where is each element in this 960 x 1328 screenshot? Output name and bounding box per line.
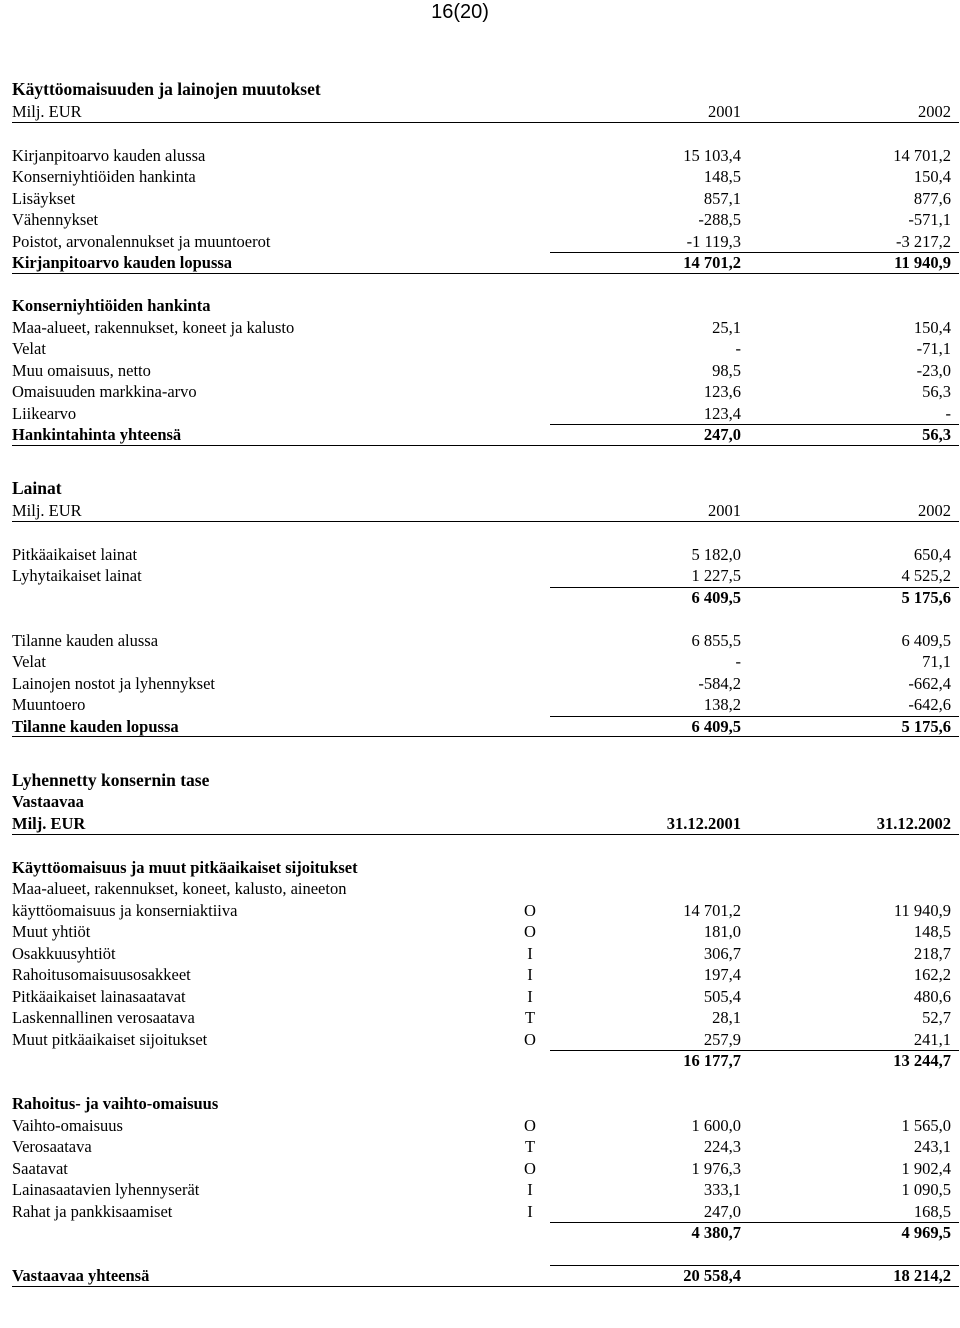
value-col-2: 241,1 xyxy=(913,1029,951,1049)
table-row xyxy=(12,1115,959,1137)
group-pre-label: Maa-alueet, rakennukset, koneet, kalusto, aineeton xyxy=(12,879,347,898)
value-col-1: 224,3 xyxy=(703,1137,741,1156)
table-row xyxy=(12,694,959,716)
row-label: Rahat ja pankkisaamiset xyxy=(12,1201,173,1221)
value-col-2: 6 409,5 xyxy=(901,630,951,650)
value-col-2: 14 701,2 xyxy=(893,145,951,165)
group-title: Rahoitus- ja vaihto-omaisuus xyxy=(12,1094,219,1113)
value-col-2: - xyxy=(945,403,951,423)
value-col-1: 98,5 xyxy=(712,360,741,380)
value-col-1: 148,5 xyxy=(703,167,741,186)
table-row xyxy=(12,1158,959,1180)
value-col-1: - xyxy=(735,652,741,671)
total-row: Kirjanpitoarvo kauden lopussa 14 701,2 11 940,9 xyxy=(12,252,959,274)
value-col-2: 1 090,5 xyxy=(901,1180,951,1199)
value-col-2: -571,1 xyxy=(908,210,951,229)
row-mark: T xyxy=(524,1137,536,1156)
value-col-2: 218,7 xyxy=(913,943,951,963)
value-col-2: 162,2 xyxy=(913,965,951,984)
unit-label: Milj. EUR xyxy=(12,101,82,121)
table-row xyxy=(12,986,959,1008)
row-label: Muuntoero xyxy=(12,695,86,714)
value-col-2: 480,6 xyxy=(913,986,951,1006)
value-col-1: 1 976,3 xyxy=(691,1158,741,1178)
subtotal-row: 6 409,5 5 175,6 xyxy=(12,587,959,609)
value-col-1: 5 182,0 xyxy=(691,544,741,564)
row-label: Osakkuusyhtiöt xyxy=(12,943,116,963)
row-label: Omaisuuden markkina-arvo xyxy=(12,382,197,401)
value-col-2: -642,6 xyxy=(908,695,951,714)
table-row xyxy=(12,1136,959,1158)
value-col-1: -1 119,3 xyxy=(686,231,741,251)
page-number: 16(20) xyxy=(431,1,489,23)
section-title: Käyttöomaisuuden ja lainojen muutokset xyxy=(12,79,321,99)
row-mark: I xyxy=(527,1201,533,1221)
row-label: Vähennykset xyxy=(12,210,99,229)
table-header xyxy=(12,101,959,124)
value-col-2: 11 940,9 xyxy=(893,900,951,920)
row-label: Vaihto-omaisuus xyxy=(12,1115,123,1135)
table-row xyxy=(12,921,959,943)
row-label: Verosaatava xyxy=(12,1137,92,1156)
row-mark: O xyxy=(524,1115,536,1135)
value-col-2: 56,3 xyxy=(922,382,951,401)
value-col-2: 150,4 xyxy=(913,317,951,337)
value-col-2: 650,4 xyxy=(913,544,951,564)
row-mark: O xyxy=(524,1158,536,1178)
table-row xyxy=(12,1179,959,1201)
value-col-1: 28,1 xyxy=(712,1008,741,1027)
value-col-2: 877,6 xyxy=(913,188,951,208)
row-mark: I xyxy=(527,986,533,1006)
year-header-2: 2002 xyxy=(918,101,951,121)
row-mark: O xyxy=(524,922,536,941)
subtotal-row: 16 177,7 13 244,7 xyxy=(12,1050,959,1072)
value-col-1: 247,0 xyxy=(703,1201,741,1221)
table-row xyxy=(12,145,959,167)
table-row xyxy=(12,544,959,566)
table-row xyxy=(12,231,959,253)
table-row xyxy=(12,900,959,922)
value-col-1: 197,4 xyxy=(703,965,741,984)
row-label: Muut pitkäaikaiset sijoitukset xyxy=(12,1029,208,1049)
row-label: Rahoitusomaisuusosakkeet xyxy=(12,965,191,984)
value-col-2: 150,4 xyxy=(913,167,951,186)
row-label: Lyhytaikaiset lainat xyxy=(12,566,142,585)
row-label: Poistot, arvonalennukset ja muuntoerot xyxy=(12,231,271,251)
value-col-2: 4 525,2 xyxy=(901,566,951,585)
row-label: Lainojen nostot ja lyhennykset xyxy=(12,673,216,693)
value-col-1: 857,1 xyxy=(703,188,741,208)
value-col-1: 181,0 xyxy=(703,922,741,941)
value-col-1: 138,2 xyxy=(703,695,741,714)
value-col-2: 168,5 xyxy=(913,1201,951,1221)
row-label: Lisäykset xyxy=(12,188,76,208)
table-row xyxy=(12,943,959,965)
table-row xyxy=(12,630,959,652)
table-row xyxy=(12,1007,959,1029)
value-col-1: - xyxy=(735,339,741,358)
value-col-1: 1 227,5 xyxy=(691,566,741,585)
row-mark: T xyxy=(524,1008,536,1027)
table-header: Milj. EUR 31.12.2001 31.12.2002 xyxy=(12,813,959,836)
table-row xyxy=(12,338,959,360)
value-col-2: 243,1 xyxy=(913,1137,951,1156)
subsection-title: Konserniyhtiöiden hankinta xyxy=(12,296,211,315)
value-col-1: 257,9 xyxy=(703,1029,741,1049)
table-row xyxy=(12,403,959,425)
row-label: Maa-alueet, rakennukset, koneet ja kalusto xyxy=(12,317,295,337)
subtotal-row: 4 380,7 4 969,5 xyxy=(12,1222,959,1244)
row-label: Kirjanpitoarvo kauden alussa xyxy=(12,145,206,165)
value-col-2: -71,1 xyxy=(916,339,951,358)
value-col-1: 123,6 xyxy=(703,382,741,401)
row-mark: I xyxy=(527,943,533,963)
value-col-2: 52,7 xyxy=(922,1008,951,1027)
value-col-1: -288,5 xyxy=(698,210,741,229)
row-label: Saatavat xyxy=(12,1158,68,1178)
row-label: Konserniyhtiöiden hankinta xyxy=(12,167,196,186)
value-col-1: 1 600,0 xyxy=(691,1115,741,1135)
table-row xyxy=(12,381,959,403)
row-label: Tilanne kauden alussa xyxy=(12,630,159,650)
table-row xyxy=(12,1029,959,1051)
value-col-1: 6 855,5 xyxy=(691,630,741,650)
row-label: käyttöomaisuus ja konserniaktiiva xyxy=(12,900,238,920)
row-label: Pitkäaikaiset lainasaatavat xyxy=(12,986,186,1006)
value-col-2: -3 217,2 xyxy=(896,231,951,251)
table-header: Milj. EUR 2001 2002 xyxy=(12,500,959,523)
value-col-1: 14 701,2 xyxy=(683,900,741,920)
table-row xyxy=(12,1201,959,1223)
row-mark: O xyxy=(524,1029,536,1049)
total-row: Hankintahinta yhteensä 247,0 56,3 xyxy=(12,424,959,446)
value-col-2: 148,5 xyxy=(913,922,951,941)
section-title: Lyhennetty konsernin tase xyxy=(12,769,210,790)
year-header-1: 2001 xyxy=(708,101,741,121)
row-label: Laskennallinen verosaatava xyxy=(12,1008,195,1027)
row-label: Lainasaatavien lyhennyserät xyxy=(12,1180,200,1199)
row-mark: I xyxy=(527,1180,533,1199)
row-label: Liikearvo xyxy=(12,403,77,423)
row-label: Velat xyxy=(12,339,46,358)
table-row xyxy=(12,209,959,231)
row-label: Muut yhtiöt xyxy=(12,922,91,941)
row-label: Pitkäaikaiset lainat xyxy=(12,544,138,564)
value-col-2: 71,1 xyxy=(922,652,951,671)
value-col-1: 123,4 xyxy=(703,403,741,423)
row-label: Velat xyxy=(12,652,46,671)
section-title: Lainat xyxy=(12,478,62,498)
value-col-1: 25,1 xyxy=(712,317,741,337)
value-col-1: -584,2 xyxy=(698,673,741,693)
value-col-2: 1 902,4 xyxy=(901,1158,951,1178)
document-body xyxy=(12,79,959,1287)
value-col-2: -23,0 xyxy=(916,360,951,380)
table-row xyxy=(12,651,959,673)
value-col-2: -662,4 xyxy=(908,673,951,693)
grand-total-row: Vastaavaa yhteensä 20 558,4 18 214,2 xyxy=(12,1265,959,1287)
group-title: Käyttöomaisuus ja muut pitkäaikaiset sijoitukset xyxy=(12,857,358,877)
value-col-1: 505,4 xyxy=(703,986,741,1006)
total-row: Tilanne kauden lopussa 6 409,5 5 175,6 xyxy=(12,716,959,738)
section-subtitle: Vastaavaa xyxy=(12,792,84,811)
table-row xyxy=(12,317,959,339)
row-label: Muu omaisuus, netto xyxy=(12,360,151,380)
table-row xyxy=(12,565,959,587)
value-col-1: 333,1 xyxy=(703,1180,741,1199)
row-mark: O xyxy=(524,900,536,920)
table-row xyxy=(12,673,959,695)
table-row xyxy=(12,964,959,986)
value-col-1: 15 103,4 xyxy=(683,145,741,165)
table-row xyxy=(12,360,959,382)
row-mark: I xyxy=(527,965,533,984)
table-row xyxy=(12,166,959,188)
table-row xyxy=(12,188,959,210)
value-col-2: 1 565,0 xyxy=(901,1115,951,1135)
value-col-1: 306,7 xyxy=(703,943,741,963)
